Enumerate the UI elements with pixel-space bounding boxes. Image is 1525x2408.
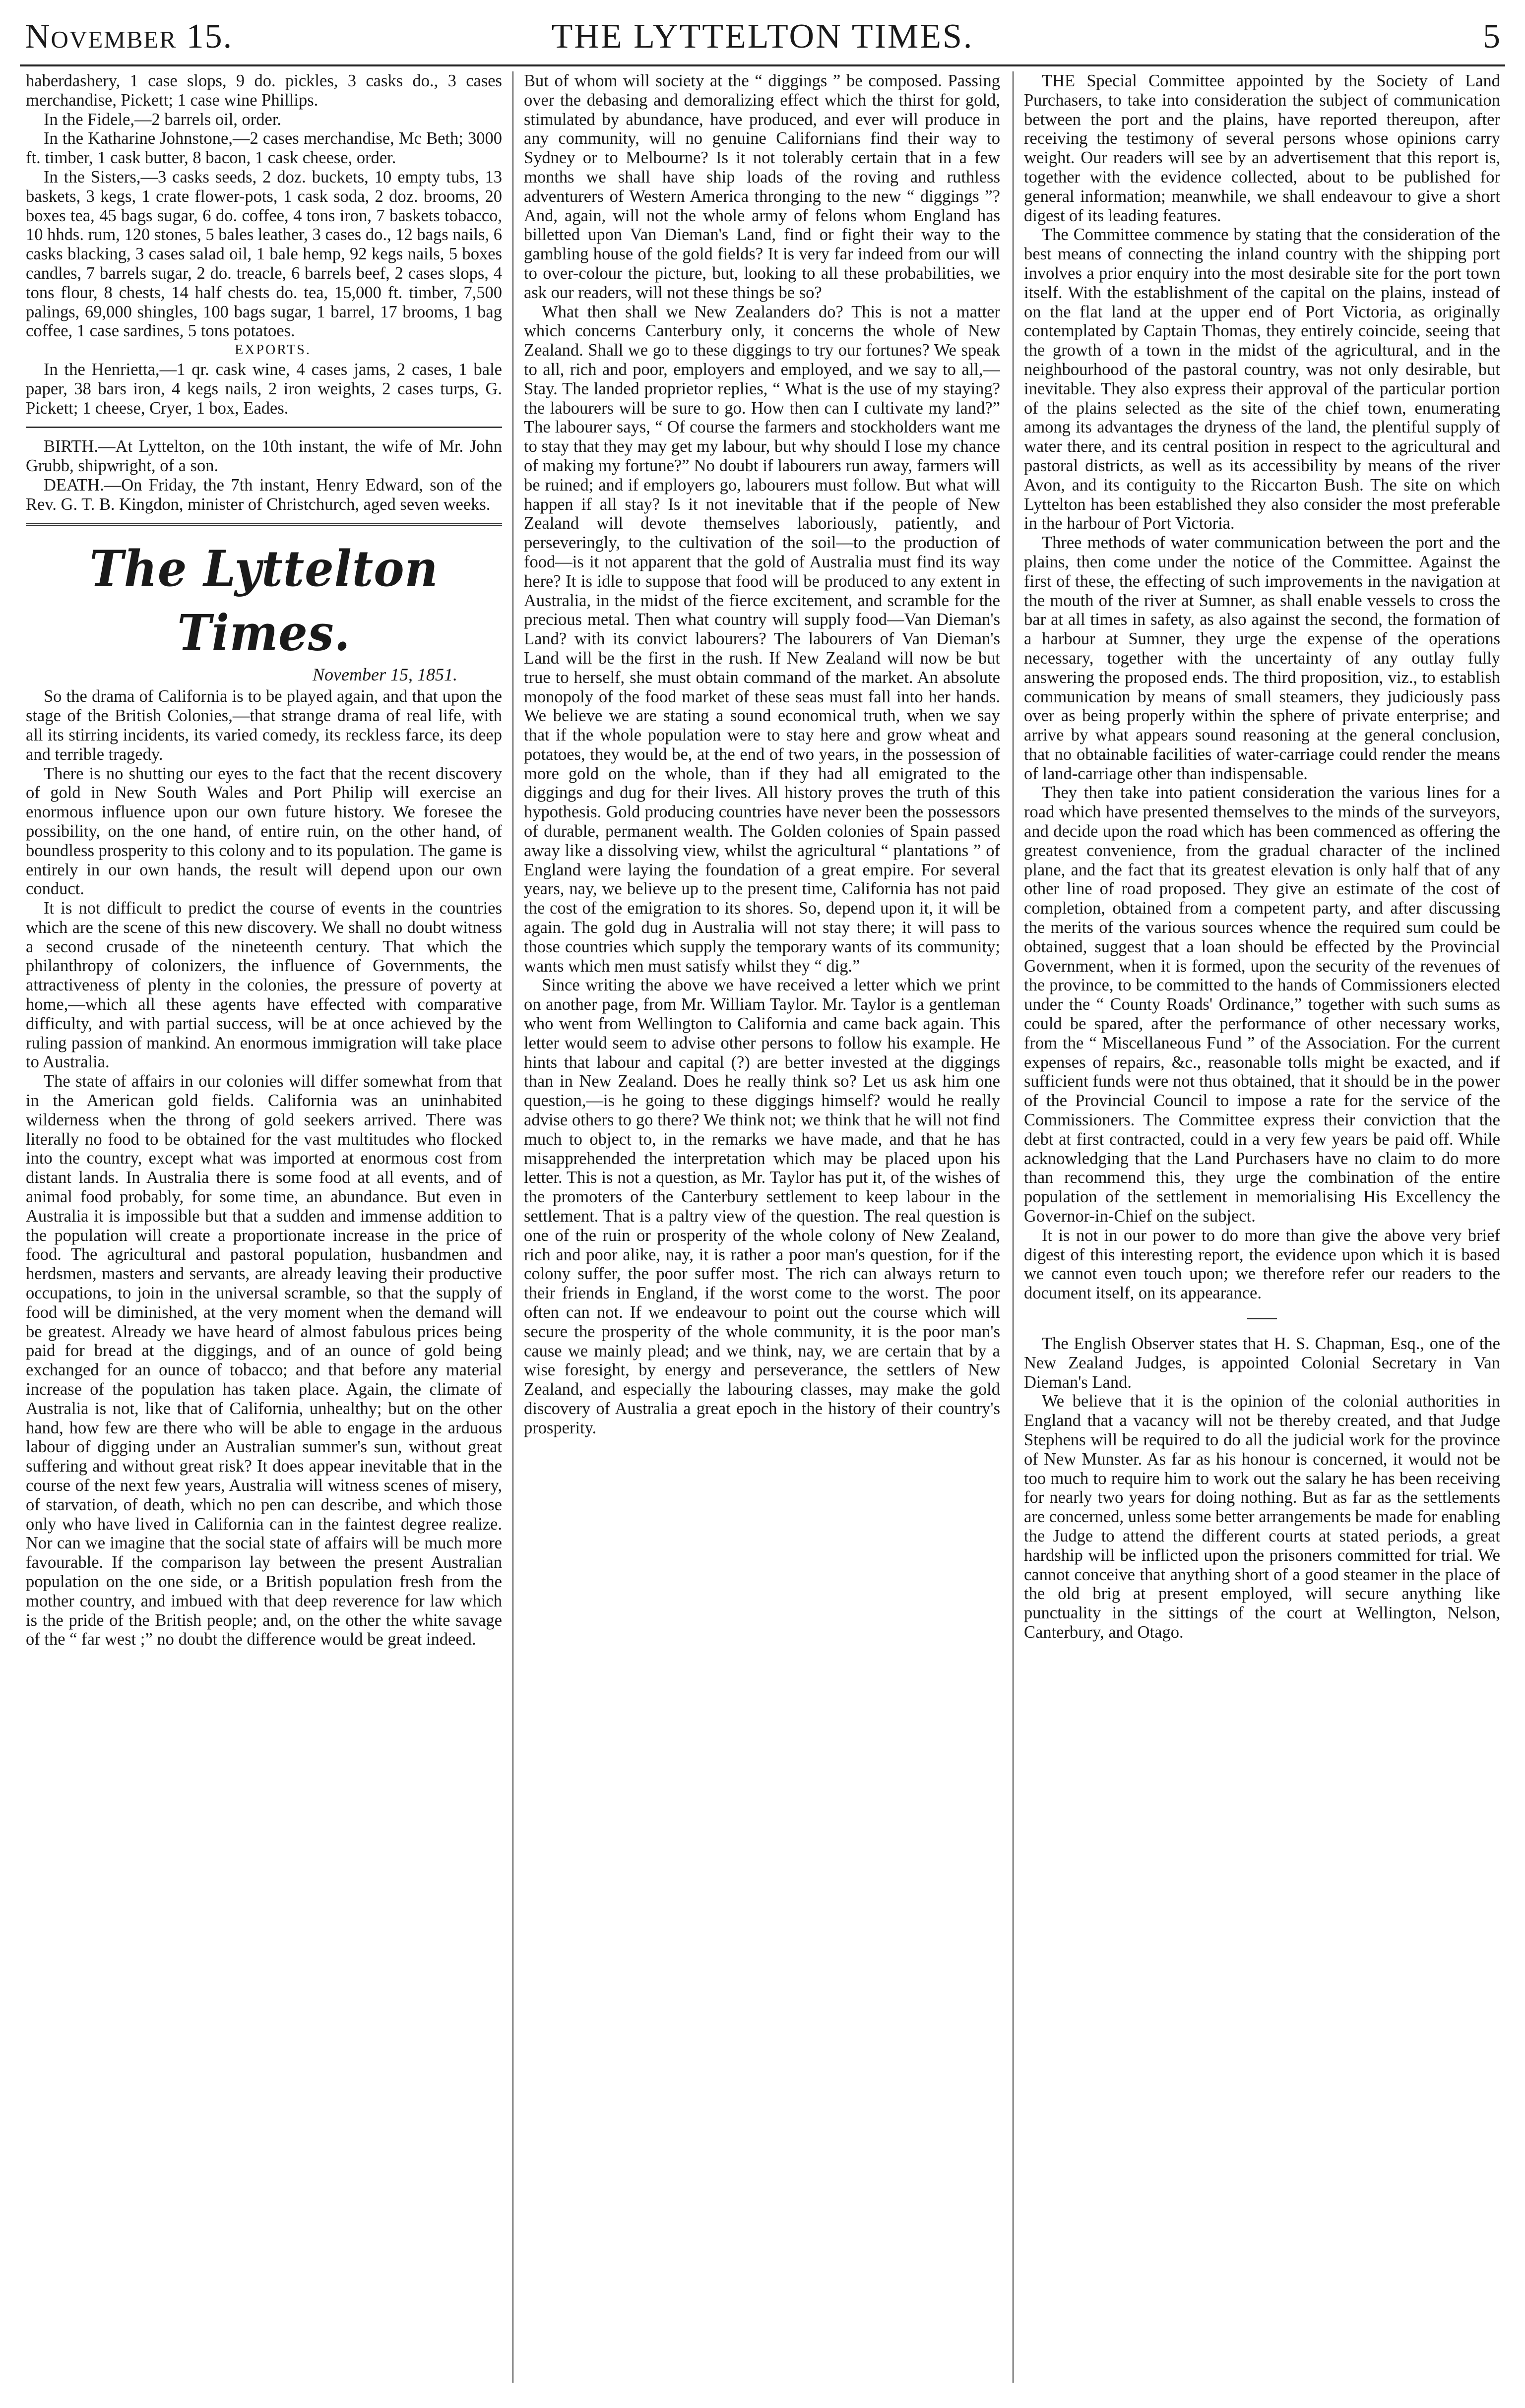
- editorial-paragraph: The state of affairs in our colonies will differ somewhat from that in the American gold fields. California was an uninhabited wilderness when the throng of gold seekers arrived. There was literally no food to be obtained for the vast multitudes who flocked into the country, except what was imported at enormous cost from distant lands. In Australia there is some food at all events, and of animal food probably, for some time, an abundance. But even in Australia it is impossible but that a sudden and immense addition to the population will create a proportionate increase in the price of food. The agricultural and pastoral population, husbandmen and herdsmen, masters and servants, are already leaving their productive occupations, to join in the universal scramble, so that the supply of food will be diminished, at the very moment when the demand will be greatest. Already we have heard of almost fabulous prices being paid for bread at the diggings, and of an ounce of gold being exchanged for an ounce of tobacco; and that before any material increase of the population has taken place. Again, the climate of Australia is not, like that of California, unhealthy; but on the other hand, how few are there who will be able to engage in the arduous labour of digging under an Australian summer's sun, without great suffering and without great risk? It does appear inevitable that in the course of the next few years, Australia will witness scenes of misery, of starvation, of death, which no pen can describe, and which those only who have lived in California can in the faintest degree realize. Nor can we imagine that the social state of affairs will be much more favourable. If the comparison lay between the present Australian population on the one side, or a British population fresh from the mother country, and imbued with that deep reverence for law which is the pride of the British people; and, on the other the white savage of the “ far west ;” no doubt the difference would be great indeed.: [26, 1072, 502, 1649]
- exports-heading: EXPORTS.: [235, 342, 311, 358]
- column-rule: [1013, 71, 1014, 2383]
- masthead: [20, 10, 1505, 66]
- committee-report-paragraph: Three methods of water communication between the port and the plains, then come under the notice of the Committee. Against the first of these, the effecting of such improvements in the navigation at the mouth of the river at Sumner, as shall enable vessels to cross the bar at all times in safety, as also against the second, the formation of a harbour at Sumner, they urge the expense of the operations necessary, together with the uncertainty of any outlay fully answering the proposed ends. The third proposition, viz., to establish communication by means of small steamers, they judiciously pass over as being properly within the sphere of private enterprise; and arrive by what appears sound reasoning at the general conclusion, that no obtainable facilities of water-carriage could render the means of land-carriage other than indispensable.: [1024, 533, 1500, 783]
- editorial-paragraph: It is not difficult to predict the course of events in the countries which are the scene of this new discovery. We shall no doubt witness a second crusade of the nineteenth century. That which the philanthropy of colonizers, the influence of Governments, the attractiveness of plenty in the colonies, the pressure of poverty at home,—which all these agents have effected with comparative difficulty, and with partial success, will be at once achieved by the ruling passion of mankind. An enormous immigration will take place to Australia.: [26, 899, 502, 1072]
- import-entry-fidele: In the Fidele,—2 barrels oil, order.: [44, 110, 282, 129]
- issue-date: November 15.: [25, 17, 233, 56]
- editorial-paragraph: So the drama of California is to be played again, and that upon the stage of the British Colonies,—that strange drama of real life, with all its stirring incidents, its varied comedy, its reckless farce, its deep and terrible tragedy.: [26, 687, 502, 764]
- committee-report-paragraph: It is not in our power to do more than give the above very brief digest of this interesting report, the evidence upon which it is based we cannot even touch upon; we therefore refer our readers to the document itself, on its appearance.: [1024, 1226, 1500, 1303]
- editorial-dateline: November 15, 1851.: [313, 664, 457, 684]
- column-right: [1024, 71, 1500, 2383]
- editorial-paragraph: But of whom will society at the “ diggings ” be composed. Passing over the debasing and demoralizing effect which the thirst for gold, stimulated by abundance, have produced, and ever will produce in any community, will no genuine Californians find their way to Sydney or to Melbourne? Is it not tolerably certain that in a few months we shall have ship loads of the roving and ruthless adventurers of Western America thronging to the new “ diggings ”? And, again, will not the whole army of felons whom England has billetted upon Van Dieman's Land, find or fight their way to the gambling house of the gold fields? It is very far indeed from our will to over-colour the picture, but, looking to all these probabilities, we ask our readers, will not these things be so?: [524, 71, 1000, 302]
- column-middle: [524, 71, 1000, 2383]
- editorial-paragraph: There is no shutting our eyes to the fact that the recent discovery of gold in New South Wales and Port Philip will exercise an enormous influence upon our own future history. We foresee the possibility, on the one hand, of entire ruin, on the other hand, of boundless prosperity to this colony and to its population. The game is entirely in our own hands, the result will depend upon our own conduct.: [26, 764, 502, 899]
- committee-report-paragraph: They then take into patient consideration the various lines for a road which have presented themselves to the minds of the surveyors, and decide upon the road which has been commenced as offering the greatest convenience, from the gradual character of the inclined plane, and the fact that its greatest elevation is only half that of any other line of road proposed. They give an estimate of the cost of completion, obtained from a competent party, and after discussing the merits of the various sources whence the required sum could be obtained, suggest that a loan should be effected by the Provincial Government, when it is formed, upon the security of the revenues of the province, to be committed to the hands of Commissioners elected under the “ County Roads' Ordinance,” together with such sums as could be spared, after the performance of other necessary works, from the “ Miscellaneous Fund ” of the Association. For the current expenses of repairs, &c., reasonable tolls might be exacted, and if sufficient funds were not thus obtained, that it should be in the power of the Provincial Council to impose a rate for the service of the Commissioners. The Committee express their conviction that the debt at first contracted, could in a very few years be paid off. While acknowledging that the Land Purchasers have no claim to do more than recommend this, they urge the combination of the entire population of the settlement in memorialising His Excellency the Governor-in-Chief on the subject.: [1024, 783, 1500, 1226]
- import-entry-sisters: In the Sisters,—3 casks seeds, 2 doz. buckets, 10 empty tubs, 13 baskets, 3 kegs, 1 crate flower-pots, 1 cask soda, 2 doz. brooms, 20 boxes tea, 45 bags sugar, 6 do. coffee, 4 tons iron, 7 baskets tobacco, 10 hhds. rum, 120 stones, 5 bales leather, 3 cases do., 12 bags nails, 6 casks blacking, 3 cases salad oil, 1 bale hemp, 92 kegs nails, 5 boxes candles, 7 barrels sugar, 2 do. treacle, 6 barrels beef, 2 cases slops, 4 tons flour, 8 chests, 14 half chests do. tea, 15,000 ft. timber, 7,500 palings, 69,000 shingles, 100 bags sugar, 1 barrel, 17 brooms, 1 bag coffee, 1 case sardines, 5 tons potatoes.: [26, 167, 502, 341]
- column-rule: [512, 71, 513, 2383]
- editorial-nameplate: The Lyttelton Times.: [89, 539, 439, 662]
- editorial-paragraph: Since writing the above we have received a letter which we print on another page, from Mr. William Taylor. Mr. Taylor is a gentleman who went from Wellington to California and came back again. This letter would seem to advise other persons to follow his example. He hints that labour and capital (?) are better invested at the diggings than in New Zealand. Does he really think so? Let us ask him one question,—is he going to these diggings himself? would he really advise others to go there? We think not; we think that he will not find much to object to, in the remarks we have made, and that he has misapprehended the interpretation which may be placed upon his letter. This is not a question, as Mr. Taylor has put it, of the wishes of the promoters of the Canterbury settlement to keep labour in the settlement. That is a paltry view of the question. The real question is one of the ruin or prosperity of the whole colony of New Zealand, rich and poor alike, nay, it is rather a poor man's question, for if the colony suffer, the poor suffer most. The rich can always return to their friends in England, if the worst come to the worst. The poor often can not. If we endeavour to point out the course which will secure the prosperity of the whole community, it is the poor man's cause we mainly plead; and we think, nay, we are certain that by a wise foresight, by energy and perseverance, the settlers of New Zealand, and especially the labouring classes, may make the gold discovery of Australia a great epoch in the history of their country's prosperity.: [524, 976, 1000, 1437]
- column-left: [26, 71, 502, 2383]
- death-notice: DEATH.—On Friday, the 7th instant, Henry Edward, son of the Rev. G. T. B. Kingdon, minister of Christchurch, aged seven weeks.: [26, 475, 502, 514]
- section-divider: [26, 427, 502, 428]
- page-number: 5: [1483, 17, 1500, 56]
- export-entry-henrietta: In the Henrietta,—1 qr. cask wine, 4 cases jams, 2 cases, 1 bale paper, 38 bars iron, 4 kegs nails, 2 iron weights, 2 cases turps, G. Pickett; 1 cheese, Cryer, 1 box, Eades.: [26, 360, 502, 418]
- editorial-paragraph: What then shall we New Zealanders do? This is not a matter which concerns Canterbury only, it concerns the whole of New Zealand. Shall we go to these diggings to try our fortunes? We speak to all, rich and poor, employers and employed, and we say to all,—Stay. The landed proprietor replies, “ What is the use of my staying? the labourers will be sure to go. How then can I cultivate my land?” The labourer says, “ Of course the farmers and stockholders want me to stay that they may get my labour, but why should I lose my chance of making my fortune?” No doubt if labourers run away, farmers will be ruined; and if employers go, labourers must follow. But what will happen if all stay? Is it not inevitable that if the people of New Zealand will devote themselves laboriously, patiently, and perseveringly, to the cultivation of the soil—to the production of food—is it not apparent that the gold of Australia must find its way here? It is idle to suppose that food will be produced to any extent in Australia, in the midst of the fierce excitement, and scramble for the precious metal. Then what country will supply food—Van Dieman's Land? with its convict labourers? The labourers of Van Dieman's Land will be the first in the rush. If New Zealand will now be but true to herself, she must obtain command of the market. An absolute monopoly of the food market of these seas must fall into her hands. We believe we are stating a sound economical truth, when we say that if the whole population were to stay here and grow wheat and potatoes, they would be, at the end of two years, in the possession of more gold on the whole, than if they had all emigrated to the diggings and dug for their lives. All history proves the truth of this hypothesis. Gold producing countries have never been the possessors of durable, permanent wealth. The Golden colonies of Spain passed away like a dissolving view, whilst the agricultural “ plantations ” of England were laying the foundation of a great empire. For several years, nay, we believe up to the present time, California has not paid the cost of the emigration to its shores. So, depend upon it, it will be again. The gold dug in Australia will not stay there; it will pass to those countries which supply the temporary wants of its community; wants which men must satisfy whilst they “ dig.”: [524, 302, 1000, 976]
- news-paragraph: The English Observer states that H. S. Chapman, Esq., one of the New Zealand Judges, is appointed Colonial Secretary in Van Dieman's Land.: [1024, 1334, 1500, 1392]
- committee-report-paragraph: The Committee commence by stating that the consideration of the best means of connecting the inland country with the shipping port involves a prior enquiry into the most desirable site for the port town itself. With the establishment of the capital on the plains, instead of on the flat land at the upper end of Port Victoria, as originally contemplated by Captain Thomas, they entirely coincide, seeing that the growth of a town in the midst of the agricultural, and in the neighbourhood of the pastoral country, was not only desirable, but inevitable. They also express their approval of the particular portion of the plains selected as the site of the chief town, enumerating among its advantages the dryness of the land, the plentiful supply of water there, and its central position in respect to the agricultural and pastoral districts, as well as its accessibility by means of the river Avon, and its contiguity to the Riccarton Bush. The site on which Lyttelton has been established they also consider the most preferable in the harbour of Port Victoria.: [1024, 225, 1500, 533]
- birth-notice: BIRTH.—At Lyttelton, on the 10th instant, the wife of Mr. John Grubb, shipwright, of a son.: [26, 437, 502, 476]
- newspaper-title: THE LYTTELTON TIMES.: [551, 17, 974, 56]
- import-entry-katharine-johnstone: In the Katharine Johnstone,—2 cases merchandise, Mc Beth; 3000 ft. timber, 1 cask butter, 8 bacon, 1 cask cheese, order.: [26, 129, 502, 168]
- newspaper-page: [20, 10, 1505, 2391]
- section-divider: [26, 523, 502, 526]
- news-paragraph: We believe that it is the opinion of the colonial authorities in England that a vacancy will not be thereby created, and that Judge Stephens will be required to do all the judicial work for the province of New Munster. As far as his honour is concerned, it would not be too much to require him to work out the salary he has been receiving for nearly two years for doing nothing. But as far as the settlements are concerned, unless some better arrangements be made for enabling the Judge to attend the different courts at stated periods, a great hardship will be inflicted upon the prisoners committed for trial. We cannot conceive that anything short of a good steamer in the place of the old brig at present employed, will secure anything like punctuality in the sittings of the court at Wellington, Nelson, Canterbury, and Otago.: [1024, 1392, 1500, 1642]
- imports-continued: haberdashery, 1 case slops, 9 do. pickles, 3 casks do., 3 cases merchandise, Pickett; 1 case wine Phillips.: [26, 71, 502, 110]
- article-divider: [1247, 1318, 1277, 1319]
- committee-report-paragraph: THE Special Committee appointed by the Society of Land Purchasers, to take into consideration the subject of communication between the port and the plains, have reported thereupon, after receiving the testimony of several persons whose opinions carry weight. Our readers will see by an advertisement that this report is, together with the evidence collected, about to be published for general information; meanwhile, we shall endeavour to give a short digest of its leading features.: [1024, 71, 1500, 225]
